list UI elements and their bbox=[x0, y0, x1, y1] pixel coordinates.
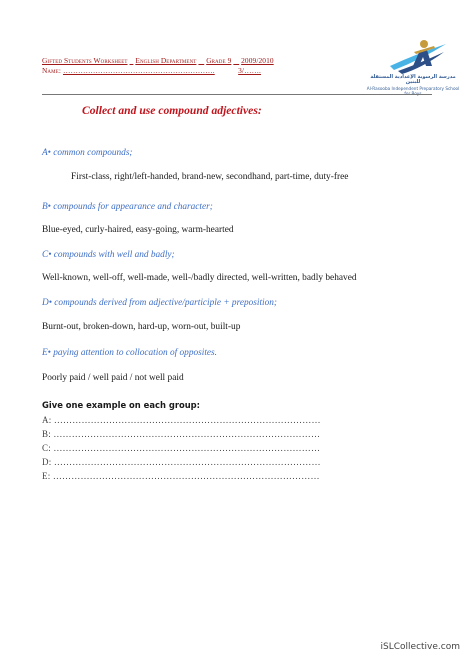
example-line-b: B: …………………………………………………………………………… bbox=[42, 429, 321, 439]
section-c-text: Well-known, well-off, well-made, well-/badly directed, well-written, badly behaved bbox=[42, 273, 357, 283]
section-b-heading: B• compounds for appearance and character; bbox=[42, 202, 213, 212]
school-name-arabic: مدرسة الرسوبة الإعدادية المستقلة للبنين bbox=[370, 74, 456, 86]
school-logo-icon bbox=[386, 38, 448, 78]
section-a-text: First-class, right/left-handed, brand-new, secondhand, part-time, duty-free bbox=[71, 172, 349, 182]
section-d-heading: D• compounds derived from adjective/participle + preposition; bbox=[42, 298, 278, 308]
example-line-e: E: …………………………………………………………………………… bbox=[42, 471, 320, 481]
header-department: English Department bbox=[135, 56, 197, 65]
school-name-english: Al-Rasooba Independent Preparatory School for Boys bbox=[366, 85, 460, 97]
example-line-c: C: …………………………………………………………………………… bbox=[42, 443, 321, 453]
header-divider bbox=[42, 94, 432, 95]
header-line-1 bbox=[42, 56, 362, 66]
section-e-heading: E• paying attention to collocation of opposites. bbox=[42, 348, 217, 358]
section-c-heading: C• compounds with well and badly; bbox=[42, 250, 175, 260]
name-blank: ……………………………………………………. bbox=[62, 66, 215, 75]
header-grade: Grade 9 bbox=[206, 56, 232, 65]
examples-title: Give one example on each group: bbox=[42, 400, 201, 410]
worksheet-header bbox=[42, 56, 362, 76]
worksheet-title: Collect and use compound adjectives: bbox=[82, 104, 262, 117]
section-a-heading: A• common compounds; bbox=[42, 148, 133, 158]
example-line-d: D: …………………………………………………………………………… bbox=[42, 457, 321, 467]
header-line-2 bbox=[42, 66, 362, 76]
name-label: Name: bbox=[42, 66, 62, 75]
header-worksheet-title: Gifted Students Worksheet bbox=[42, 56, 128, 65]
score-blank: 3/……. bbox=[238, 66, 262, 75]
section-e-text: Poorly paid / well paid / not well paid bbox=[42, 373, 184, 383]
header-year: 2009/2010 bbox=[241, 56, 274, 65]
section-d-text: Burnt-out, broken-down, hard-up, worn-out, built-up bbox=[42, 322, 241, 332]
section-b-text: Blue-eyed, curly-haired, easy-going, warm-hearted bbox=[42, 225, 234, 235]
example-line-a: A: …………………………………………………………………………… bbox=[42, 415, 321, 425]
watermark: iSLCollective.com bbox=[380, 642, 460, 652]
